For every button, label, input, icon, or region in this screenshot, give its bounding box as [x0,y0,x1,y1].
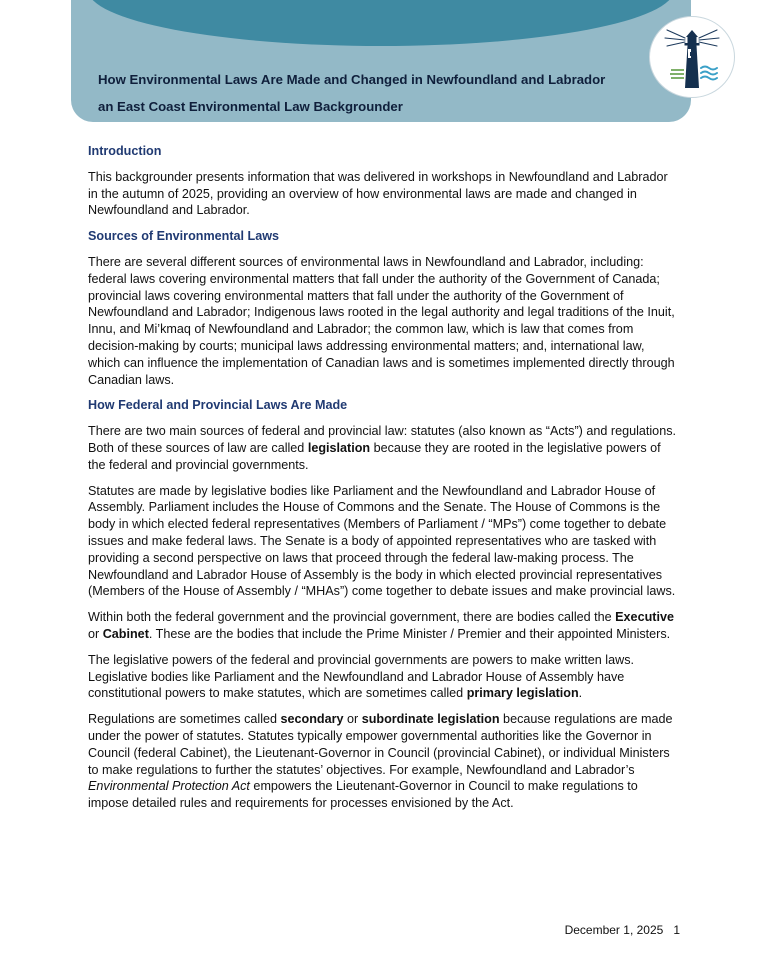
title-line-1: How Environmental Laws Are Made and Changed in Newfoundland and Labrador [98,72,606,87]
how-made-paragraph-4: The legislative powers of the federal and provincial governments are powers to make written laws. Legislative bodies like Parliament and the Newfoundland and Labrador House of Assembly have constitutional powers to make statutes, which are sometimes called primary legislation. [88,652,634,701]
lighthouse-logo-icon [649,16,735,98]
sources-paragraph: There are several different sources of environmental laws in Newfoundland and Labrador, including: federal laws covering environmental matters that fall under the authority of the Government of Canada; provincial laws covering environmental matters that fall under the authority of the Government of Newfoundland and Labrador; Indigenous laws rooted in the legal authority and legal traditions of the Inuit, Innu, and Mi’kmaq of Newfoundland and Labrador; the common law, which is law that comes from decision-making by courts; municipal laws addressing environmental matters; and, international law, which can influence the implementation of Canadian laws and is sometimes implemented directly through Canadian laws. [88,254,675,387]
how-made-paragraph-3: Within both the federal government and the provincial government, there are bodies called the Executive or Cabinet. These are the bodies that include the Prime Minister / Premier and their appointed Ministers. [88,610,674,641]
term-secondary: secondary [280,712,344,727]
how-made-paragraph-2: Statutes are made by legislative bodies like Parliament and the Newfoundland and Labrador House of Assembly. Parliament includes the House of Commons and the Senate. The House of Commons is the body in which elected federal representatives (Members of Parliament / “MPs”) come together to debate issues and make federal laws. The Senate is a body of appointed representatives who are tasked with providing a second perspective on laws that proceed through the federal law-making process. The Newfoundland and Labrador House of Assembly is the body in which elected provincial representatives (Members of the House of Assembly / “MHAs”) come together to debate issues and make provincial laws. [88,483,676,599]
section-heading-introduction: Introduction [88,144,162,158]
page-footer [520,923,680,937]
footer-date: December 1, 2025 [564,923,664,937]
document-body [88,143,678,821]
how-made-paragraph-1: There are two main sources of federal and provincial law: statutes (also known as “Acts”) and regulations. Both of these sources of law are called legislation because they are rooted in the legislative powers of the federal and provincial governments. [88,424,676,472]
title-line-2: an East Coast Environmental Law Backgrounder [98,99,403,114]
section-heading-how-laws-made: How Federal and Provincial Laws Are Made [88,398,348,413]
term-subordinate-legislation: subordinate legislation [361,712,500,727]
act-title: Environmental Protection Act [88,779,250,794]
document-title [98,66,605,120]
how-made-paragraph-5: Regulations are sometimes called secondary or subordinate legislation because regulations are made under the power of statutes. Statutes typically empower governmental authorities like the Governor in Council (federal Cabinet), the Lieutenant-Governor in Council (provincial Cabinet), or individual Ministers to make regulations to further the statutes’ objectives. For example, Newfoundland and Labrador’s Environmental Protection Act empowers the Lieutenant-Governor in Council to make regulations to impose detailed rules and requirements for processes envisioned by the Act. [88,712,673,811]
section-heading-sources: Sources of Environmental Laws [88,229,280,244]
term-legislation: legislation [307,440,371,455]
page-number: 1 [673,923,680,937]
term-primary-legislation: primary legislation [466,686,579,701]
term-cabinet: Cabinet [102,626,149,641]
header-banner [71,0,691,122]
term-executive: Executive [615,610,674,625]
intro-paragraph: This backgrounder presents information that was delivered in workshops in Newfoundland and Labrador in the autumn of 2025, providing an overview of how environmental laws are made and changed in Newfoundland and Labrador. [88,169,668,218]
header-wave-shape [88,0,674,46]
